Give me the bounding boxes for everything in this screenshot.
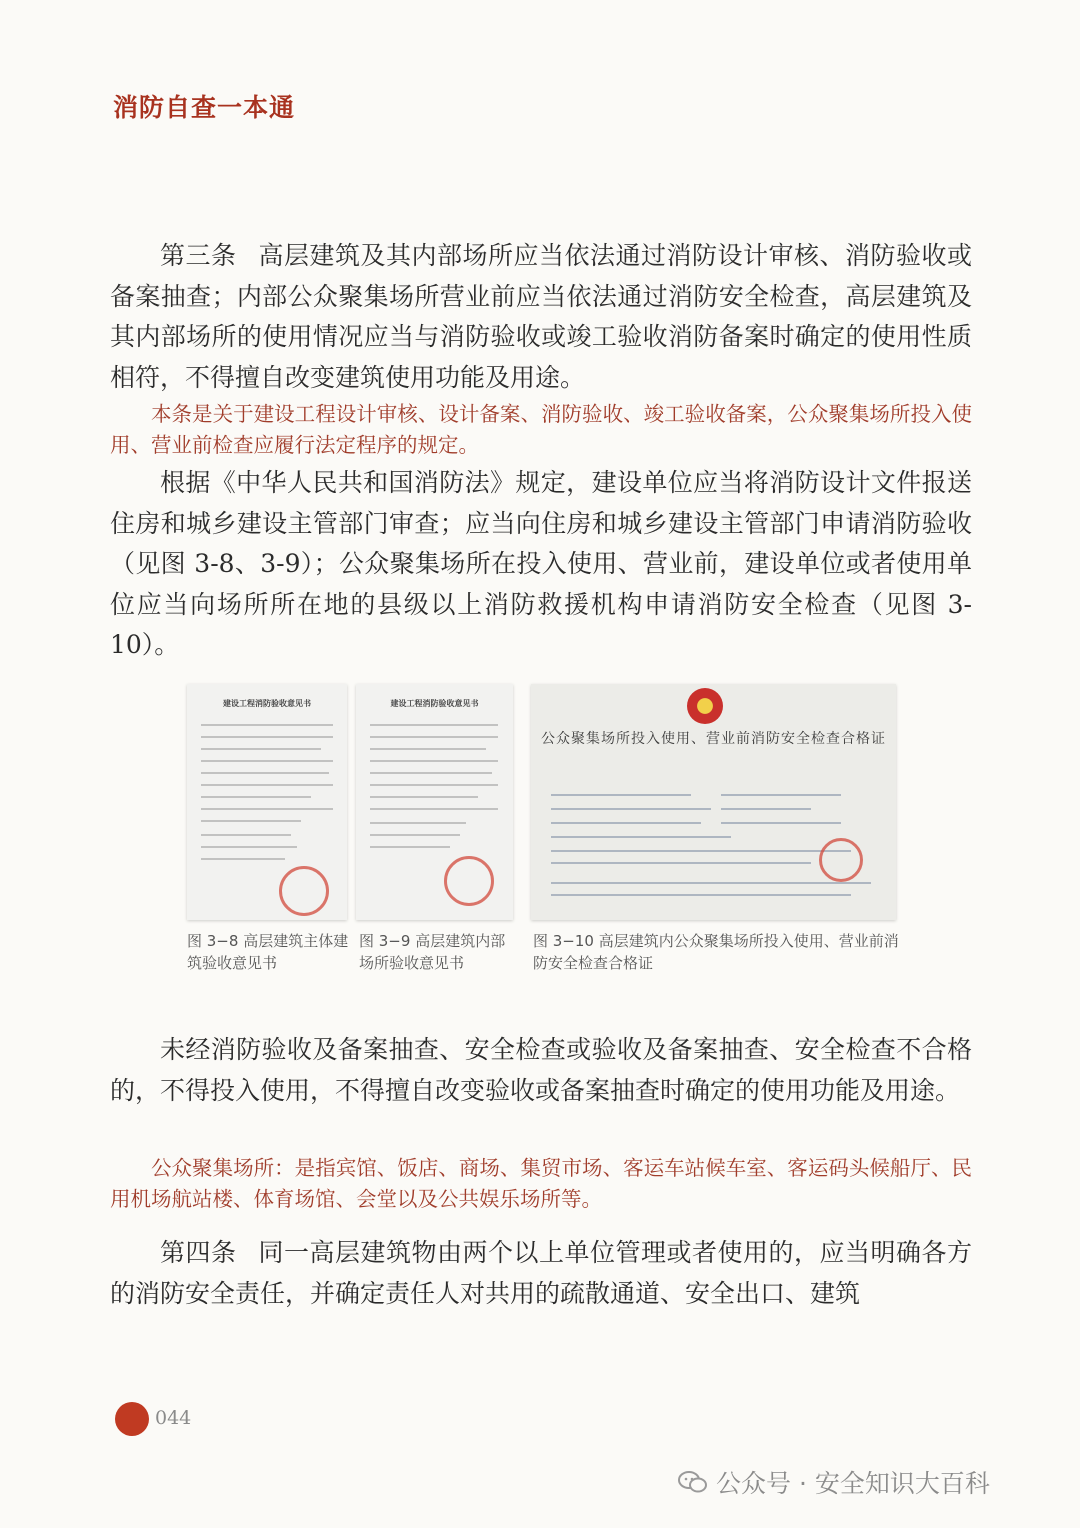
national-emblem-icon bbox=[687, 688, 723, 724]
watermark bbox=[678, 1464, 990, 1500]
figure-3-9-caption: 图 3−9 高层建筑内部场所验收意见书 bbox=[359, 932, 506, 972]
figure-3-10-photo bbox=[531, 684, 896, 920]
watermark-text: 公众号 · 安全知识大百科 bbox=[716, 1469, 990, 1498]
figure-3-9-photo bbox=[356, 684, 513, 920]
figure-3-8-photo bbox=[187, 684, 347, 920]
red-seal bbox=[819, 838, 863, 882]
figure-3-9-doc-title: 建设工程消防验收意见书 bbox=[390, 699, 479, 708]
figure-3-8-doc-title: 建设工程消防验收意见书 bbox=[223, 699, 311, 708]
note-article-3: 本条是关于建设工程设计审核、设计备案、消防验收、竣工验收备案，公众聚集场所投入使用、营业前检查应履行法定程序的规定。 bbox=[110, 402, 972, 457]
page-marker bbox=[115, 1402, 149, 1436]
figure-3-10-caption: 图 3−10 高层建筑内公众聚集场所投入使用、营业前消防安全检查合格证 bbox=[533, 932, 899, 972]
red-seal bbox=[279, 866, 329, 916]
article-3-text: 高层建筑及其内部场所应当依法通过消防设计审核、消防验收或备案抽查；内部公众聚集场所营业前应当依法通过消防安全检查，高层建筑及其内部场所的使用情况应当与消防验收或竣工验收消防备案时确定的使用性质相符，不得擅自改变建筑使用功能及用途。 bbox=[110, 241, 972, 392]
paragraph-unqualified: 未经消防验收及备案抽查、安全检查或验收及备案抽查、安全检查不合格的，不得投入使用，不得擅自改变验收或备案抽查时确定的使用功能及用途。 bbox=[110, 1035, 972, 1105]
article-4 bbox=[110, 1233, 972, 1314]
book-title: 消防自查一本通 bbox=[113, 93, 296, 122]
note-public-gathering: 公众聚集场所：是指宾馆、饭店、商场、集贸市场、客运车站候车室、客运码头候船厅、民用机场航站楼、体育场馆、会堂以及公共娱乐场所等。 bbox=[110, 1156, 972, 1211]
wechat-icon bbox=[678, 1470, 708, 1494]
figure-3-10-doc-title: 公众聚集场所投入使用、营业前消防安全检查合格证 bbox=[541, 731, 886, 747]
figure-3-8-caption: 图 3−8 高层建筑主体建筑验收意见书 bbox=[187, 932, 349, 972]
page-number: 044 bbox=[155, 1407, 192, 1429]
red-seal bbox=[444, 856, 494, 906]
article-4-lead: 第四条 bbox=[160, 1238, 237, 1267]
article-4-text: 同一高层建筑物由两个以上单位管理或者使用的，应当明确各方的消防安全责任，并确定责任人对共用的疏散通道、安全出口、建筑 bbox=[110, 1238, 972, 1308]
article-3-lead: 第三条 bbox=[160, 241, 237, 270]
article-3 bbox=[110, 236, 972, 398]
paragraph-basis: 根据《中华人民共和国消防法》规定，建设单位应当将消防设计文件报送住房和城乡建设主管部门审查；应当向住房和城乡建设主管部门申请消防验收（见图 3-8、3-9）；公众聚集场所在投入使用、营业前，建设单位或者使用单位应当向场所所在地的县级以上消防救援机构申请消防安全检查（见图 3-10）。 bbox=[110, 468, 972, 659]
